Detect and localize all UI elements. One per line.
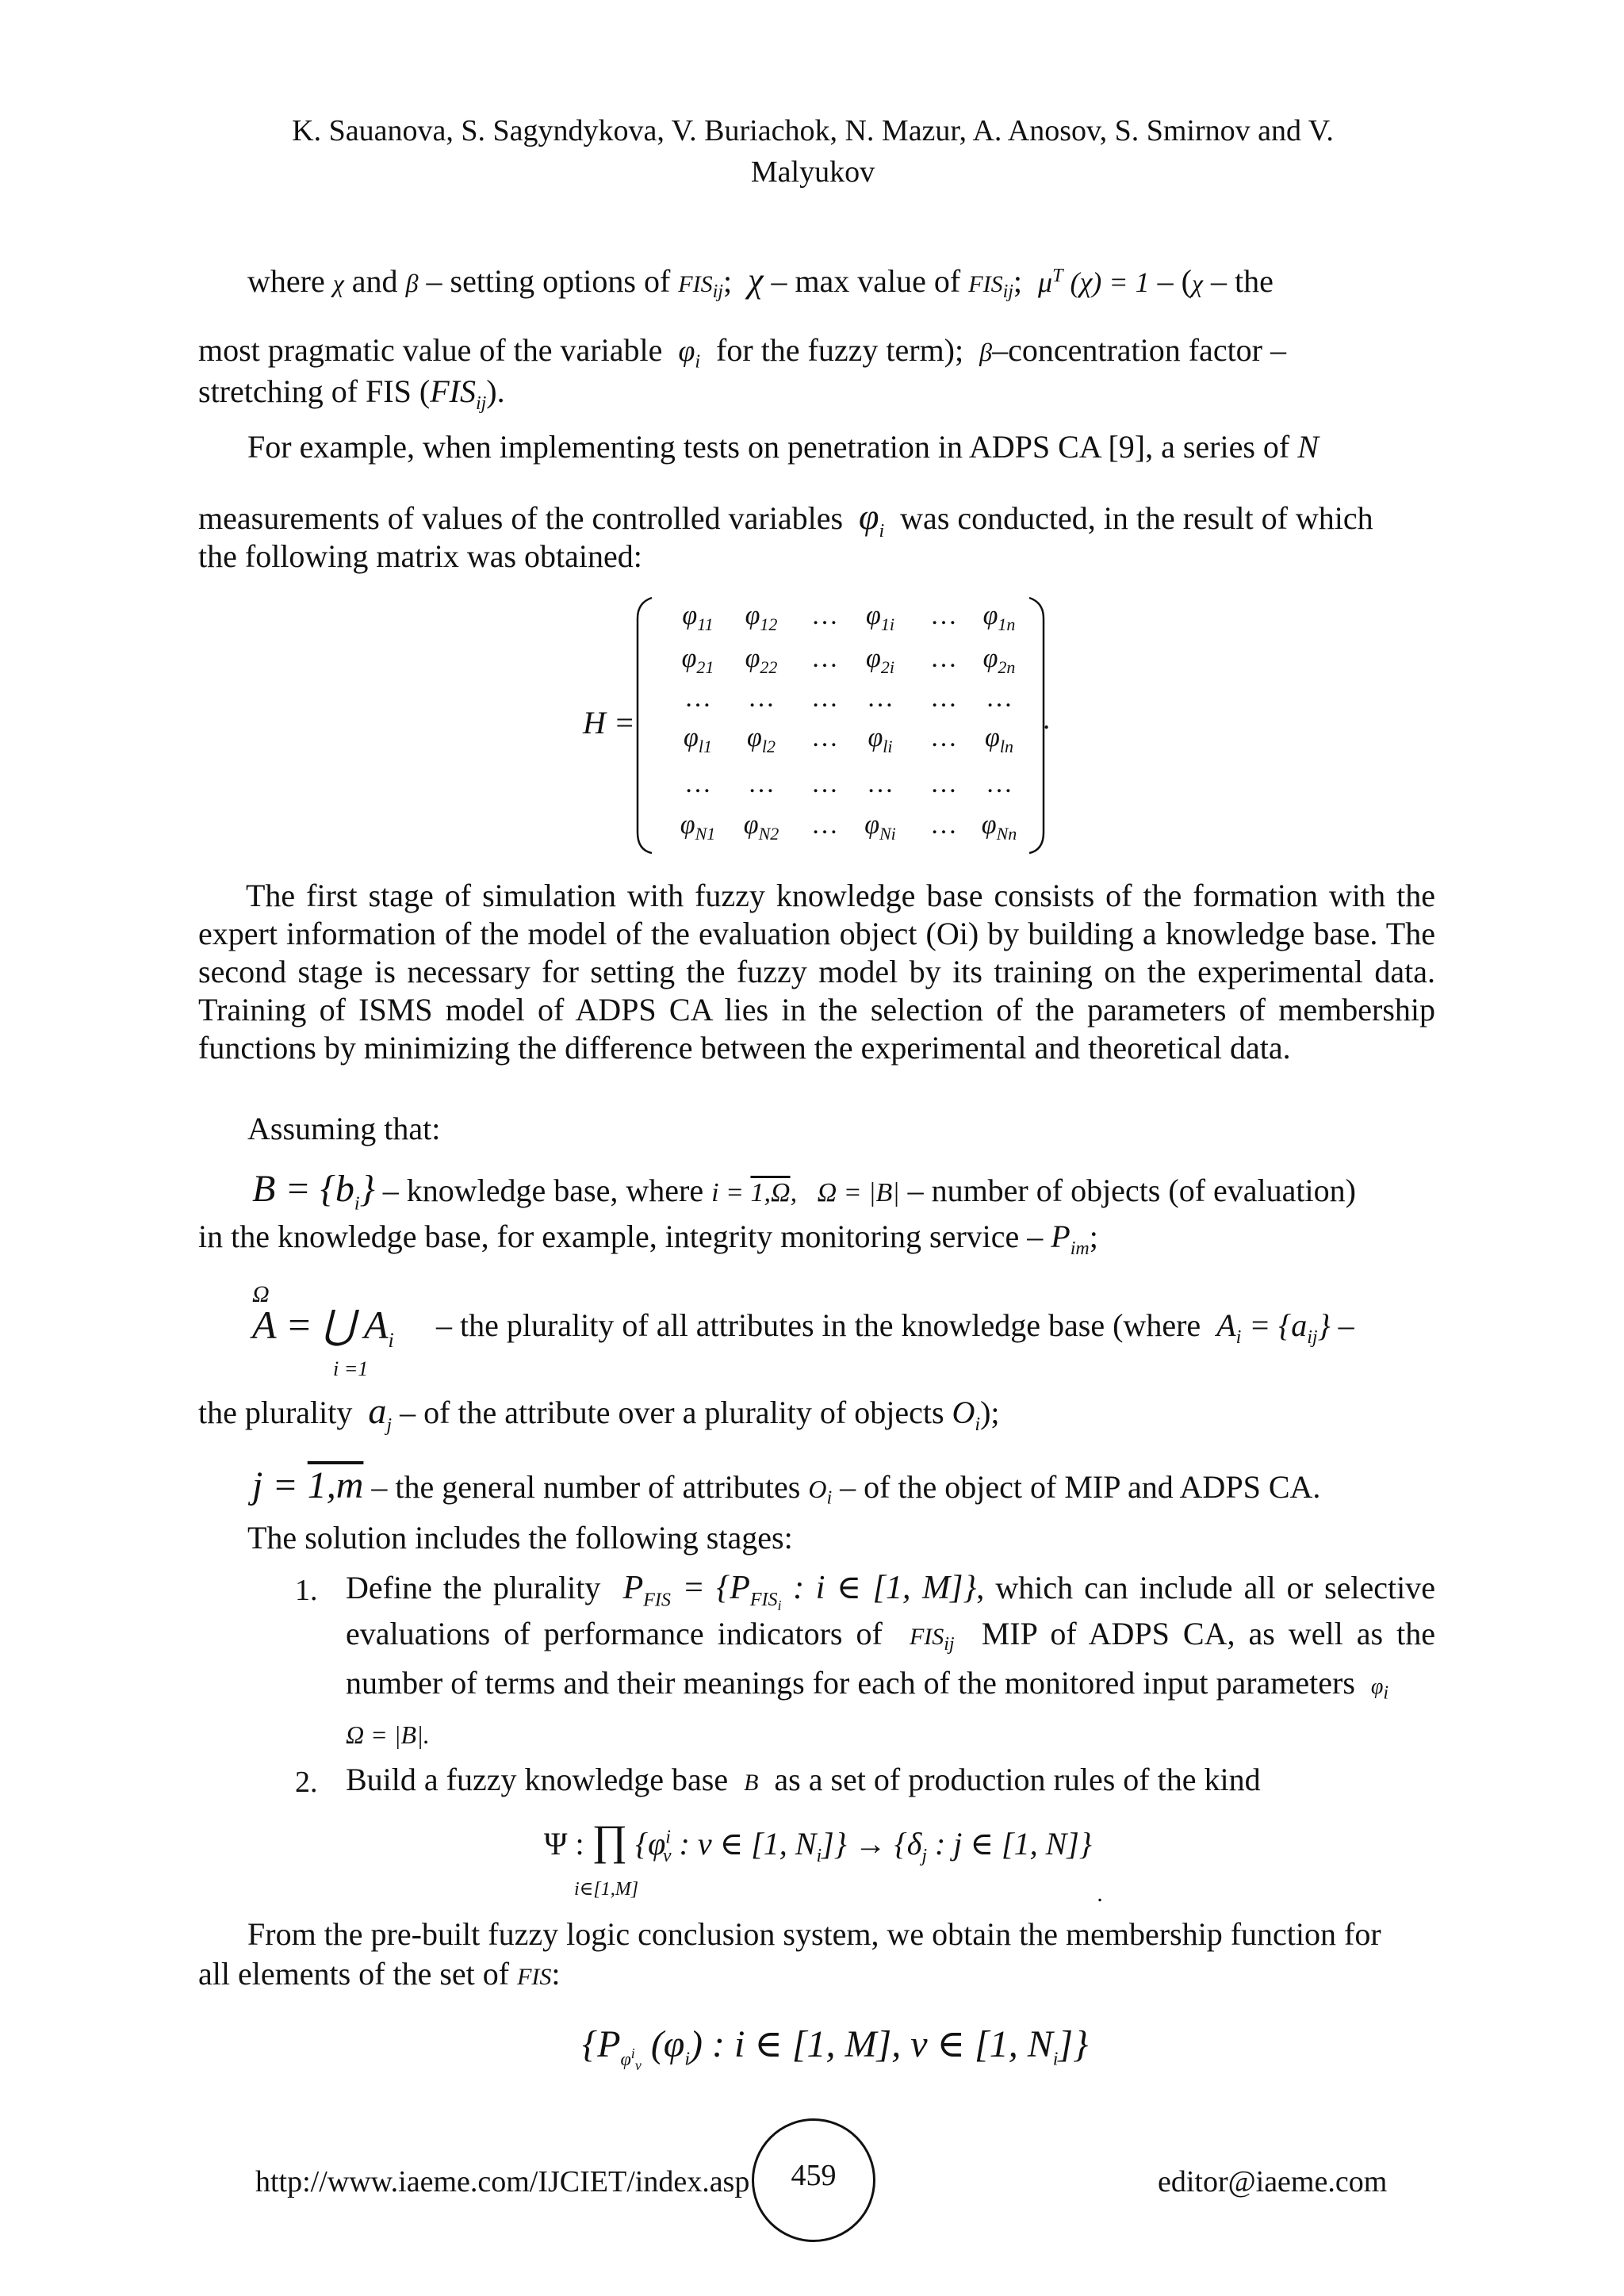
beta-symbol: β — [405, 269, 419, 297]
list-item-1-number: 1. — [295, 1574, 318, 1607]
matrix-cell: $\varphi_{1i}$ — [866, 601, 894, 634]
matrix-cell: $\varphi_{ln}$ — [985, 723, 1013, 756]
matrix-cell: … — [748, 683, 775, 713]
footer-url[interactable]: http://www.iaeme.com/IJCIET/index.asp — [255, 2165, 750, 2198]
para2-line2: measurements of values of the controlled variables $\varphi_i$ was conducted, in the result of which — [198, 496, 1373, 542]
union-formula: A = ⋃ $A_i$ — [252, 1303, 394, 1352]
fis-ij: $FIS_{ij}$ — [678, 271, 723, 302]
para1-line2: most pragmatic value of the variable $\varphi_i$ for the fuzzy term); β–concentration factor – — [198, 332, 1286, 373]
matrix-cell: … — [811, 601, 838, 630]
para4: Assuming that: — [247, 1111, 441, 1146]
rule-period: . — [1097, 1881, 1104, 1907]
matrix-cell: $\varphi_{2i}$ — [866, 644, 894, 677]
para3: The first stage of simulation with fuzzy knowledge base consists of the formation with the expert information of the model of the evaluation object (Oi) by building a knowledge base. The second stage is necessary for setting the fuzzy model by its training on the experimental data. Training of ISMS model of ADPS CA lies in the selection of the parameters of membership functions by minimizing the difference between the experimental and theoretical data. — [198, 878, 1435, 1066]
matrix-cell: … — [811, 644, 838, 673]
matrix-cell: … — [986, 683, 1013, 713]
matrix-cell: … — [811, 810, 838, 840]
chi-max: χ — [748, 261, 764, 300]
attrs-line2: the plurality $a_j$ – of the attribute over a plurality of objects $O_i$); — [198, 1391, 1000, 1437]
kb-formula: $B = \{b_i\}$ — [252, 1168, 375, 1215]
union-top: Ω — [252, 1281, 270, 1307]
production-rule-formula: Ψ : ∏ {$\varphi^i_v$ : v ∈ [1, $N_i]\} \to \{\delta_j$ : j ∈ [1, N]} — [544, 1816, 1092, 1866]
matrix-cell: $\varphi_{N1}$ — [680, 810, 716, 844]
chi-symbol: χ — [332, 269, 344, 297]
list-item-1: Define the plurality $P_{FIS} = \{P_{FIS_i}$ : i ∈ [1, M]}, which can include all or selective evaluations of performance indicators of $FIS_{ij}$ MIP of ADPS CA, as well as the number of terms and their meanings for each of the monitored input parameters $\varphi_i$ Ω = |B|. — [346, 1570, 1436, 1749]
matrix-cell: $\varphi_{Ni}$ — [864, 810, 896, 844]
fis-ij-2: $FIS_{ij}$ — [968, 271, 1013, 302]
matrix-cell: … — [930, 769, 957, 798]
matrix-cell: … — [930, 601, 957, 630]
matrix-cell: … — [930, 683, 957, 713]
matrix-cell: … — [930, 810, 957, 840]
page-number: 459 — [791, 2159, 837, 2192]
matrix-cell: $\varphi_{Nn}$ — [981, 810, 1017, 844]
matrix-H — [634, 595, 1110, 856]
union-bottom: i =1 — [333, 1357, 369, 1380]
matrix-cell: $\varphi_{l1}$ — [684, 723, 712, 756]
index-range: i = 1,Ω, Ω = |B| — [711, 1178, 900, 1207]
para5: The solution includes the following stages: — [247, 1520, 793, 1556]
footer-email[interactable]: editor@iaeme.com — [1158, 2165, 1388, 2198]
running-header-line1: K. Sauanova, S. Sagyndykova, V. Buriachok, N. Mazur, A. Anosov, S. Smirnov and V. — [292, 114, 1334, 147]
matrix-cell: $\varphi_{N2}$ — [743, 810, 779, 844]
product-subscript: i∈[1,M] — [574, 1879, 639, 1900]
j-line: j = 1,m – the general number of attributes $O_i$ – of the object of MIP and ADPS CA. — [252, 1464, 1321, 1509]
attrs-line1: – the plurality of all attributes in the knowledge base (where $A_i = \{a_{ij}\}$ – — [436, 1307, 1354, 1348]
matrix-cell: $\varphi_{1n}$ — [982, 601, 1016, 634]
matrix-cell: $\varphi_{12}$ — [745, 601, 778, 634]
matrix-cell: … — [684, 683, 711, 713]
matrix-cell: … — [930, 644, 957, 673]
matrix-period: . — [1044, 703, 1051, 735]
list-item-2: Build a fuzzy knowledge base B as a set of production rules of the kind — [346, 1762, 1261, 1797]
matrix-cell: … — [867, 683, 894, 713]
matrix-cell: … — [930, 723, 957, 752]
matrix-cell: $\varphi_{li}$ — [868, 723, 893, 756]
para1-line1: where χ and β – setting options of $FIS_{ij}$; χ – max value of $FIS_{ij}$; $\mu^T$ (χ) = 1 – (χ – the — [247, 261, 1274, 302]
matrix-cell: $\varphi_{11}$ — [682, 601, 714, 634]
kb-line2: in the knowledge base, for example, integrity monitoring service – $P_{im}$; — [198, 1219, 1098, 1259]
matrix-cell: $\varphi_{l2}$ — [747, 723, 776, 756]
kb-line1: $B = \{b_i\}$ – knowledge base, where i = 1,Ω, Ω = |B| – number of objects (of evaluation) — [252, 1168, 1356, 1215]
membership-function-formula: {$P_{\varphi^i_v}$ $(\varphi_i)$ : i ∈ [1, M], v ∈ [1, $N_i$]} — [582, 2023, 1089, 2073]
mu-formula: $\mu^T$ (χ) = 1 — [1038, 266, 1150, 298]
running-header-line2: Malyukov — [750, 155, 875, 189]
matrix-cell: $\varphi_{22}$ — [745, 644, 778, 677]
phi-i: $\varphi_i$ — [678, 335, 701, 373]
list-item-2-number: 2. — [295, 1766, 318, 1799]
matrix-cell: … — [811, 723, 838, 752]
para1-line3: stretching of FIS $(FIS_{ij})$. — [198, 373, 505, 414]
p-im: $P_{im}$ — [1051, 1219, 1090, 1259]
para2-line1: For example, when implementing tests on penetration in ADPS CA [9], a series of N — [247, 429, 1319, 465]
matrix-cell: … — [867, 769, 894, 798]
matrix-cell: … — [811, 769, 838, 798]
matrix-cell: … — [684, 769, 711, 798]
para6-line2: all elements of the set of FIS: — [198, 1956, 561, 1992]
matrix-label: H = — [583, 705, 635, 740]
matrix-cell: $\varphi_{21}$ — [681, 644, 714, 677]
matrix-cell: $\varphi_{2n}$ — [982, 644, 1016, 677]
para2-line3: the following matrix was obtained: — [198, 538, 642, 574]
para6-line1: From the pre-built fuzzy logic conclusion system, we obtain the membership function for — [247, 1916, 1381, 1952]
matrix-cell: … — [986, 769, 1013, 798]
matrix-cell: … — [748, 769, 775, 798]
matrix-cell: … — [811, 683, 838, 713]
